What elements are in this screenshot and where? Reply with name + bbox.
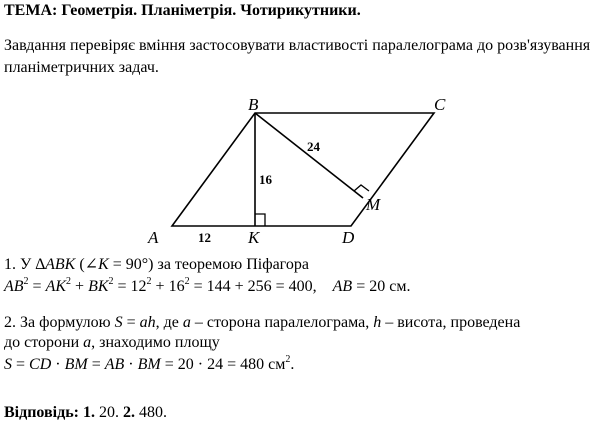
right-angle-k bbox=[255, 214, 265, 226]
point-d-label: D bbox=[342, 228, 355, 247]
right-angle-m bbox=[354, 185, 369, 191]
point-c-label: C bbox=[434, 95, 446, 114]
parallelogram-abcd bbox=[172, 113, 434, 226]
answer-label: Відповідь: bbox=[4, 404, 79, 421]
page-title: ТЕМА: Геометрія. Планіметрія. Чотирикутники. bbox=[4, 2, 361, 19]
step1-equation: $AB^2 = AK^2 + BK^2 = 12^2 + 16^2 = 144 + 256 = 400$, AB = 20 см. bbox=[4, 276, 411, 295]
point-b-label: B bbox=[248, 95, 259, 114]
segment-bk-label: 16 bbox=[259, 172, 272, 187]
step2-area-formula: S = CD · BM = AB · BM = 20 · 24 = 480 $см^2$. bbox=[4, 354, 295, 373]
answer-line: Відповідь: 1. 20. 2. 480. bbox=[4, 404, 167, 421]
step2-line2: до сторони a, знаходимо площу bbox=[4, 334, 220, 351]
segment-bm-label: 24 bbox=[307, 139, 320, 154]
step2-line1: 2. За формулою S = ah, де a – сторона паралелограма, h – висота, проведена bbox=[4, 314, 521, 331]
point-a-label: A bbox=[148, 228, 159, 247]
task-description: Завдання перевіряє вміння застосовувати властивості паралелограма до розв'язування планіметричних задач. bbox=[4, 37, 591, 76]
step1-heading: 1. У ∆ABK (∠K = 90°) за теоремою Піфагора bbox=[4, 256, 309, 273]
point-m-label: M bbox=[366, 195, 381, 214]
segment-ak-label: 12 bbox=[198, 230, 211, 245]
point-k-label: K bbox=[248, 228, 260, 247]
